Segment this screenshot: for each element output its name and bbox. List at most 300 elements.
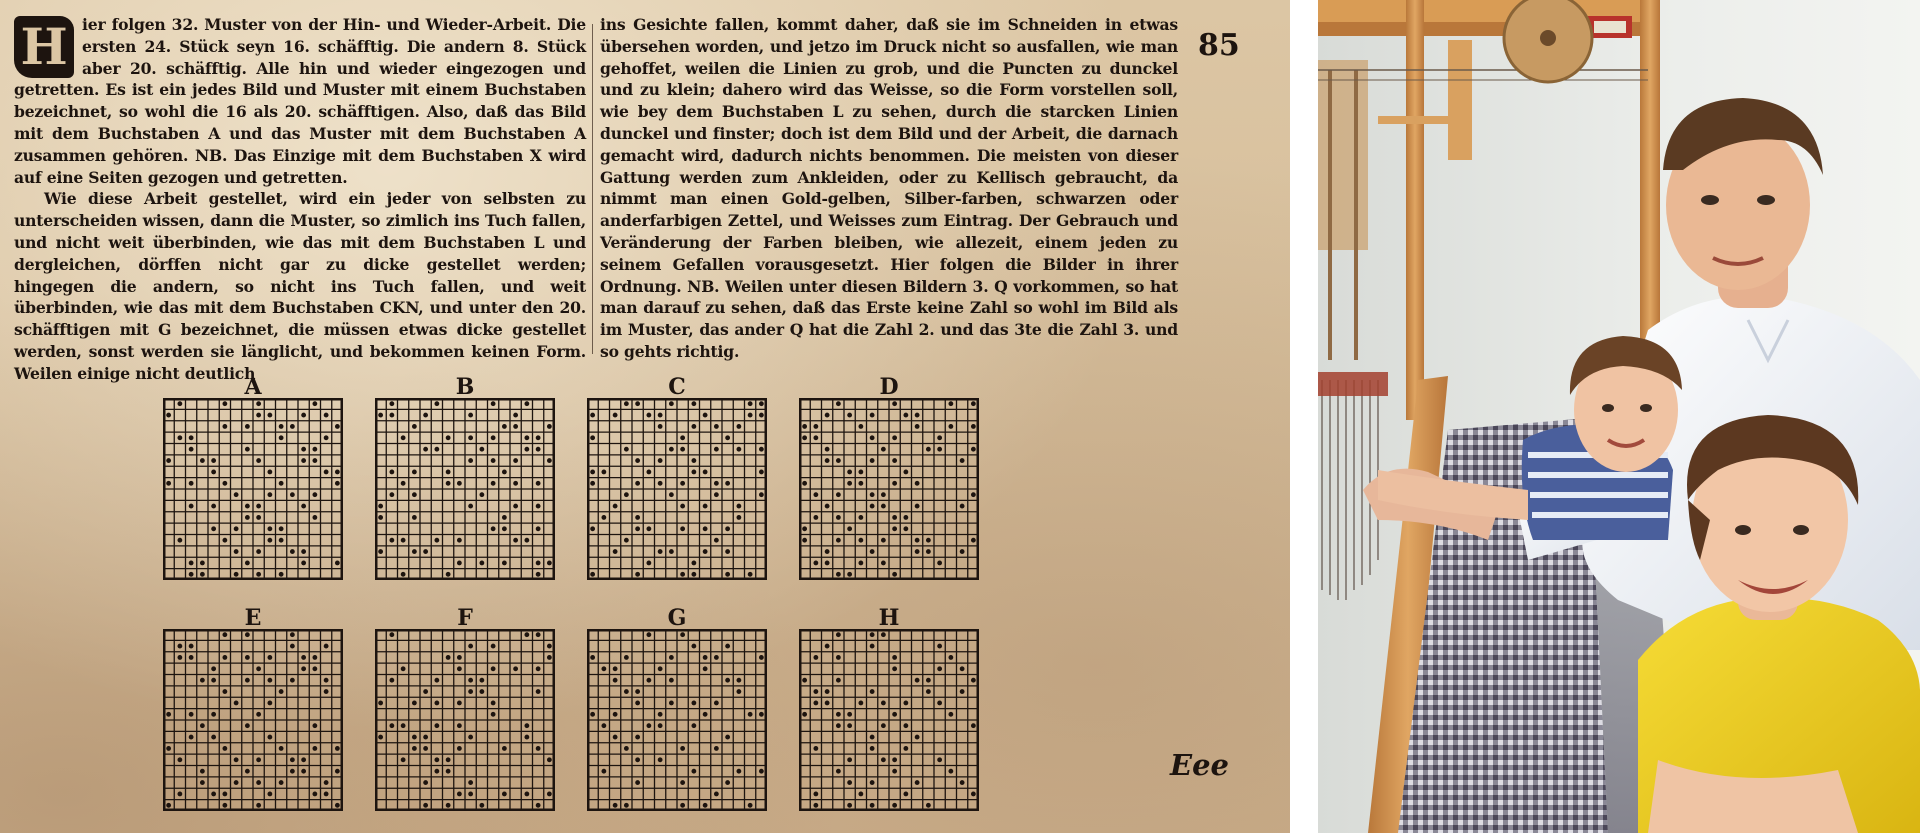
weave-dot	[624, 538, 629, 543]
weave-dot	[324, 689, 329, 694]
paragraph-3: ins Gesichte fallen, kommt daher, daß sie im Schneiden in etwas übersehen worden, und jetzo im Druck nicht so ausfallen, wie man gehoffet, weilen die Linien zu grob, und die Puncten zu dunckel und zu klein; dahero wird das Weisse, so die Form vorstellen soll, wie bey dem Buchstaben L zu sehen, durch die starcken Linien dunckel und finster; doch ist dem Bild und der Arbeit, die darnach gemacht wird, dadurch nichts benommen. Die meisten von dieser Gattung werden zum Ankleiden, oder zu Kellisch gebraucht, da nimmt man einen Gold-gelben, Silber-farben, schwarzen oder anderfarbigen Zettel, und Weisses zum Eintrag. Der Gebrauch und Veränderung der Farben bleiben, wie allezeit, einem jeden zu seinem Gefallen vorausgesetzt. Hier folgen die Bilder in ihrer Ordnung. NB. Weilen unter diesen Bildern 3. Q vorkommen, so hat man darauf zu sehen, daß das Erste keine Zahl so wohl im Bild als im Muster, das ander Q hat die Zahl 2. und das 3te die Zahl 3. und so gehts richtig.	[600, 15, 1178, 361]
weave-dot	[423, 780, 428, 785]
weave-dot	[714, 492, 719, 497]
weave-dot	[468, 780, 473, 785]
weave-dot	[189, 572, 194, 577]
weave-dot	[736, 678, 741, 683]
weave-dot	[267, 413, 272, 418]
weave-dot	[324, 780, 329, 785]
weave-dot	[892, 515, 897, 520]
weave-dot	[892, 803, 897, 808]
weave-dot	[714, 538, 719, 543]
weave-dot	[166, 746, 171, 751]
weave-dot	[245, 447, 250, 452]
weave-dot	[434, 678, 439, 683]
weave-dot	[524, 435, 529, 440]
weave-dot	[836, 538, 841, 543]
weave-dot	[825, 458, 830, 463]
weave-dot	[468, 413, 473, 418]
weave-dot	[335, 769, 340, 774]
signature-mark: Eee	[1170, 748, 1230, 782]
pattern-letter: G	[667, 605, 687, 631]
weave-dot	[177, 538, 182, 543]
weave-dot	[434, 723, 439, 728]
weave-dot	[725, 572, 730, 577]
weave-dot	[301, 769, 306, 774]
weave-dot	[301, 413, 306, 418]
weave-dot	[491, 401, 496, 406]
weave-dot	[691, 401, 696, 406]
weave-dot	[200, 561, 205, 566]
pattern-letter: A	[244, 374, 262, 400]
weave-dot	[200, 458, 205, 463]
weave-dot	[870, 458, 875, 463]
weave-dot	[858, 701, 863, 706]
weave-dot	[847, 723, 852, 728]
text-column-right	[600, 14, 1178, 363]
weave-dot	[881, 723, 886, 728]
weave-dot	[635, 515, 640, 520]
weave-dot	[836, 723, 841, 728]
weave-dot	[881, 632, 886, 637]
weave-dot	[903, 701, 908, 706]
weave-dot	[211, 526, 216, 531]
weave-dot	[624, 492, 629, 497]
weave-dot	[847, 803, 852, 808]
weave-dot	[847, 470, 852, 475]
weave-dot	[725, 735, 730, 740]
weave-dot	[847, 712, 852, 717]
weave-dot	[200, 723, 205, 728]
weave-dot	[245, 655, 250, 660]
weave-dot	[524, 538, 529, 543]
weave-dot	[378, 701, 383, 706]
weave-dot	[802, 678, 807, 683]
weave-dot	[590, 572, 595, 577]
weave-dot	[669, 678, 674, 683]
weave-dot	[937, 561, 942, 566]
weave-dot	[903, 526, 908, 531]
weave-dot	[759, 769, 764, 774]
weave-dot	[177, 401, 182, 406]
weave-dot	[324, 435, 329, 440]
weave-dot	[971, 723, 976, 728]
weave-dot	[590, 712, 595, 717]
weave-dot	[658, 757, 663, 762]
weave-dot	[401, 666, 406, 671]
weave-dot	[468, 689, 473, 694]
weave-dot	[736, 424, 741, 429]
weave-dot	[547, 561, 552, 566]
weave-dot	[389, 492, 394, 497]
weave-dot	[468, 435, 473, 440]
weave-dot	[915, 424, 920, 429]
weave-dot	[601, 470, 606, 475]
text-column-left	[14, 14, 586, 385]
weave-dot	[312, 746, 317, 751]
weave-dot	[870, 492, 875, 497]
weave-dot	[502, 424, 507, 429]
heddle-band	[1318, 372, 1388, 396]
weave-dot	[335, 746, 340, 751]
weave-dot	[601, 723, 606, 728]
weave-dot	[937, 666, 942, 671]
weave-dot	[725, 549, 730, 554]
weave-dot	[680, 504, 685, 509]
weave-dot	[926, 447, 931, 452]
weave-dot	[601, 666, 606, 671]
weave-dot	[378, 735, 383, 740]
weave-dot	[892, 572, 897, 577]
weave-dot	[222, 538, 227, 543]
weave-dot	[802, 712, 807, 717]
weave-dot	[279, 572, 284, 577]
weave-dot	[937, 644, 942, 649]
weave-dot	[635, 401, 640, 406]
weave-dot	[290, 644, 295, 649]
weave-dot	[948, 424, 953, 429]
weave-dot	[457, 481, 462, 486]
weave-dot	[312, 458, 317, 463]
weave-dot	[703, 413, 708, 418]
weave-dot	[948, 401, 953, 406]
weave-dot	[847, 526, 852, 531]
pattern-letter: D	[879, 374, 899, 400]
weave-dot	[256, 549, 261, 554]
weave-dot	[491, 435, 496, 440]
weave-dot	[680, 435, 685, 440]
weave-dot	[624, 746, 629, 751]
weave-dot	[892, 481, 897, 486]
weave-dot	[256, 572, 261, 577]
weave-dot	[446, 769, 451, 774]
weave-dot	[245, 515, 250, 520]
weave-dot	[870, 632, 875, 637]
weave-dot	[725, 644, 730, 649]
weave-dot	[646, 678, 651, 683]
weave-dot	[590, 470, 595, 475]
weave-dot	[680, 632, 685, 637]
weave-dot	[267, 492, 272, 497]
weave-dot	[468, 458, 473, 463]
weave-dot	[903, 723, 908, 728]
weave-dot	[903, 470, 908, 475]
weave-dot	[166, 712, 171, 717]
weave-dot	[412, 492, 417, 497]
weave-dot	[267, 701, 272, 706]
weave-dot	[658, 549, 663, 554]
weave-dot	[813, 655, 818, 660]
weave-dot	[813, 701, 818, 706]
weave-dot	[547, 424, 552, 429]
weave-dot	[468, 644, 473, 649]
weave-dot	[825, 447, 830, 452]
weave-dot	[189, 644, 194, 649]
loom-wheel-hub	[1540, 30, 1556, 46]
weave-dot	[491, 481, 496, 486]
weave-dot	[389, 413, 394, 418]
weave-dot	[836, 678, 841, 683]
weave-dot	[256, 458, 261, 463]
weave-dot	[836, 492, 841, 497]
weave-dot	[312, 492, 317, 497]
weave-dot	[937, 757, 942, 762]
weave-dot	[245, 424, 250, 429]
weave-dot	[858, 515, 863, 520]
weave-dot	[189, 561, 194, 566]
weave-dot	[279, 538, 284, 543]
weave-dot	[222, 746, 227, 751]
weave-dot	[211, 678, 216, 683]
photo-illustration	[1318, 0, 1920, 833]
weave-dot	[613, 504, 618, 509]
weave-dot	[881, 447, 886, 452]
weave-dot	[960, 458, 965, 463]
weave-dot	[870, 413, 875, 418]
weave-dot	[401, 723, 406, 728]
weave-dot	[635, 481, 640, 486]
weave-dot	[547, 644, 552, 649]
weave-dot	[401, 757, 406, 762]
weave-dot	[613, 413, 618, 418]
weave-dot	[624, 803, 629, 808]
weave-dot	[189, 655, 194, 660]
weave-dot	[177, 435, 182, 440]
weave-draft-grid	[375, 629, 555, 811]
weave-dot	[658, 413, 663, 418]
weave-dot	[948, 655, 953, 660]
weave-dot	[389, 678, 394, 683]
weave-dot	[256, 666, 261, 671]
weave-dot	[446, 655, 451, 660]
weave-dot	[177, 757, 182, 762]
weave-dot	[669, 447, 674, 452]
weave-dot	[312, 655, 317, 660]
weave-dot	[536, 504, 541, 509]
weave-dot	[446, 803, 451, 808]
weave-dot	[714, 792, 719, 797]
drop-cap-initial: H	[14, 16, 74, 78]
weave-dot	[759, 401, 764, 406]
weave-dot	[948, 769, 953, 774]
column-divider	[592, 24, 593, 354]
weave-dot	[635, 572, 640, 577]
weave-dot	[412, 701, 417, 706]
weave-dot	[680, 526, 685, 531]
weave-dot	[858, 561, 863, 566]
weave-dot	[658, 723, 663, 728]
weave-dot	[836, 769, 841, 774]
weave-dot	[915, 735, 920, 740]
weave-dot	[234, 572, 239, 577]
weave-dot	[536, 561, 541, 566]
weave-draft-grid	[587, 629, 767, 811]
weave-dot	[680, 572, 685, 577]
weave-dot	[658, 424, 663, 429]
weave-dot	[971, 401, 976, 406]
weave-dot	[401, 481, 406, 486]
weave-dot	[836, 515, 841, 520]
weave-dot	[401, 572, 406, 577]
weave-dot	[457, 792, 462, 797]
weave-dot	[691, 561, 696, 566]
weave-dot	[802, 435, 807, 440]
weave-dot	[423, 689, 428, 694]
weave-dot	[613, 712, 618, 717]
weave-dot	[189, 735, 194, 740]
weave-dot	[635, 701, 640, 706]
weave-dot	[290, 678, 295, 683]
weave-dot	[189, 481, 194, 486]
weave-dot	[301, 655, 306, 660]
weave-dot	[825, 413, 830, 418]
weave-dot	[536, 689, 541, 694]
weave-dot	[658, 666, 663, 671]
weave-dot	[256, 504, 261, 509]
weave-dot	[434, 757, 439, 762]
weave-dot	[234, 549, 239, 554]
weave-dot	[714, 655, 719, 660]
weave-draft-grid	[163, 629, 343, 811]
weave-dot	[915, 678, 920, 683]
weave-dot	[301, 757, 306, 762]
weave-dot	[502, 561, 507, 566]
weave-dot	[613, 803, 618, 808]
weave-dot	[635, 689, 640, 694]
weave-dot	[813, 492, 818, 497]
weave-dot	[412, 470, 417, 475]
weave-dot	[635, 735, 640, 740]
weave-dot	[714, 481, 719, 486]
weave-dot	[166, 458, 171, 463]
weave-dot	[301, 549, 306, 554]
weave-dot	[200, 678, 205, 683]
weave-dot	[915, 413, 920, 418]
weave-dot	[301, 447, 306, 452]
weave-dot	[222, 632, 227, 637]
weave-dot	[457, 538, 462, 543]
weave-dot	[926, 803, 931, 808]
weave-dot	[646, 561, 651, 566]
weave-dot	[547, 757, 552, 762]
weave-dot	[725, 780, 730, 785]
weave-dot	[971, 792, 976, 797]
weave-dot	[211, 712, 216, 717]
weave-dot	[881, 701, 886, 706]
weave-dot	[870, 735, 875, 740]
weave-dot	[971, 447, 976, 452]
weave-dot	[825, 561, 830, 566]
weave-dot	[748, 803, 753, 808]
weave-dot	[335, 470, 340, 475]
weave-dot	[524, 401, 529, 406]
weave-dot	[714, 447, 719, 452]
weave-dot	[290, 769, 295, 774]
weave-dot	[870, 549, 875, 554]
weave-dot	[513, 413, 518, 418]
weave-dot	[590, 655, 595, 660]
weave-dot	[301, 561, 306, 566]
weave-dot	[222, 792, 227, 797]
weave-dot	[813, 746, 818, 751]
weave-dot	[457, 655, 462, 660]
weave-dot	[423, 735, 428, 740]
weave-dot	[502, 792, 507, 797]
weave-dot	[680, 746, 685, 751]
weave-dot	[502, 746, 507, 751]
weave-dot	[434, 769, 439, 774]
weave-dot	[446, 481, 451, 486]
weave-dot	[691, 470, 696, 475]
weave-dot	[457, 666, 462, 671]
weave-dot	[245, 632, 250, 637]
weave-dot	[189, 447, 194, 452]
weave-dot	[256, 413, 261, 418]
weave-dot	[646, 526, 651, 531]
weave-dot	[892, 757, 897, 762]
weave-dot	[312, 515, 317, 520]
weave-dot	[256, 803, 261, 808]
weave-dot	[847, 757, 852, 762]
weave-dot	[378, 413, 383, 418]
weave-dot	[870, 644, 875, 649]
weave-dot	[256, 401, 261, 406]
weave-dot	[177, 792, 182, 797]
weave-dot	[590, 481, 595, 486]
weave-dot	[825, 504, 830, 509]
weave-dot	[825, 701, 830, 706]
weave-dot	[680, 780, 685, 785]
weave-dot	[613, 549, 618, 554]
weave-dot	[312, 447, 317, 452]
weave-dot	[547, 792, 552, 797]
weave-dot	[222, 803, 227, 808]
weave-dot	[245, 561, 250, 566]
weave-dot	[222, 655, 227, 660]
weave-dot	[703, 666, 708, 671]
weave-dot	[189, 712, 194, 717]
weave-dot	[279, 689, 284, 694]
weave-dot	[335, 561, 340, 566]
weave-dot	[759, 447, 764, 452]
weave-dot	[870, 780, 875, 785]
weave-dot	[892, 435, 897, 440]
weave-dot	[669, 701, 674, 706]
weave-dot	[703, 803, 708, 808]
weave-dot	[881, 757, 886, 762]
weave-dot	[748, 572, 753, 577]
weave-dot	[301, 458, 306, 463]
weave-dot	[446, 470, 451, 475]
weave-dot	[222, 689, 227, 694]
weave-dot	[536, 666, 541, 671]
page-number: 85	[1198, 28, 1240, 63]
weave-dot	[502, 526, 507, 531]
weave-dot	[748, 712, 753, 717]
weave-dot	[200, 780, 205, 785]
weave-dot	[502, 515, 507, 520]
weave-dot	[412, 424, 417, 429]
weave-dot	[759, 413, 764, 418]
weave-dot	[691, 644, 696, 649]
weave-dot	[903, 413, 908, 418]
weave-dot	[915, 538, 920, 543]
weave-dot	[491, 666, 496, 671]
weave-dot	[524, 792, 529, 797]
weave-draft-grid	[799, 398, 979, 580]
weave-dot	[324, 644, 329, 649]
weave-dot	[881, 561, 886, 566]
